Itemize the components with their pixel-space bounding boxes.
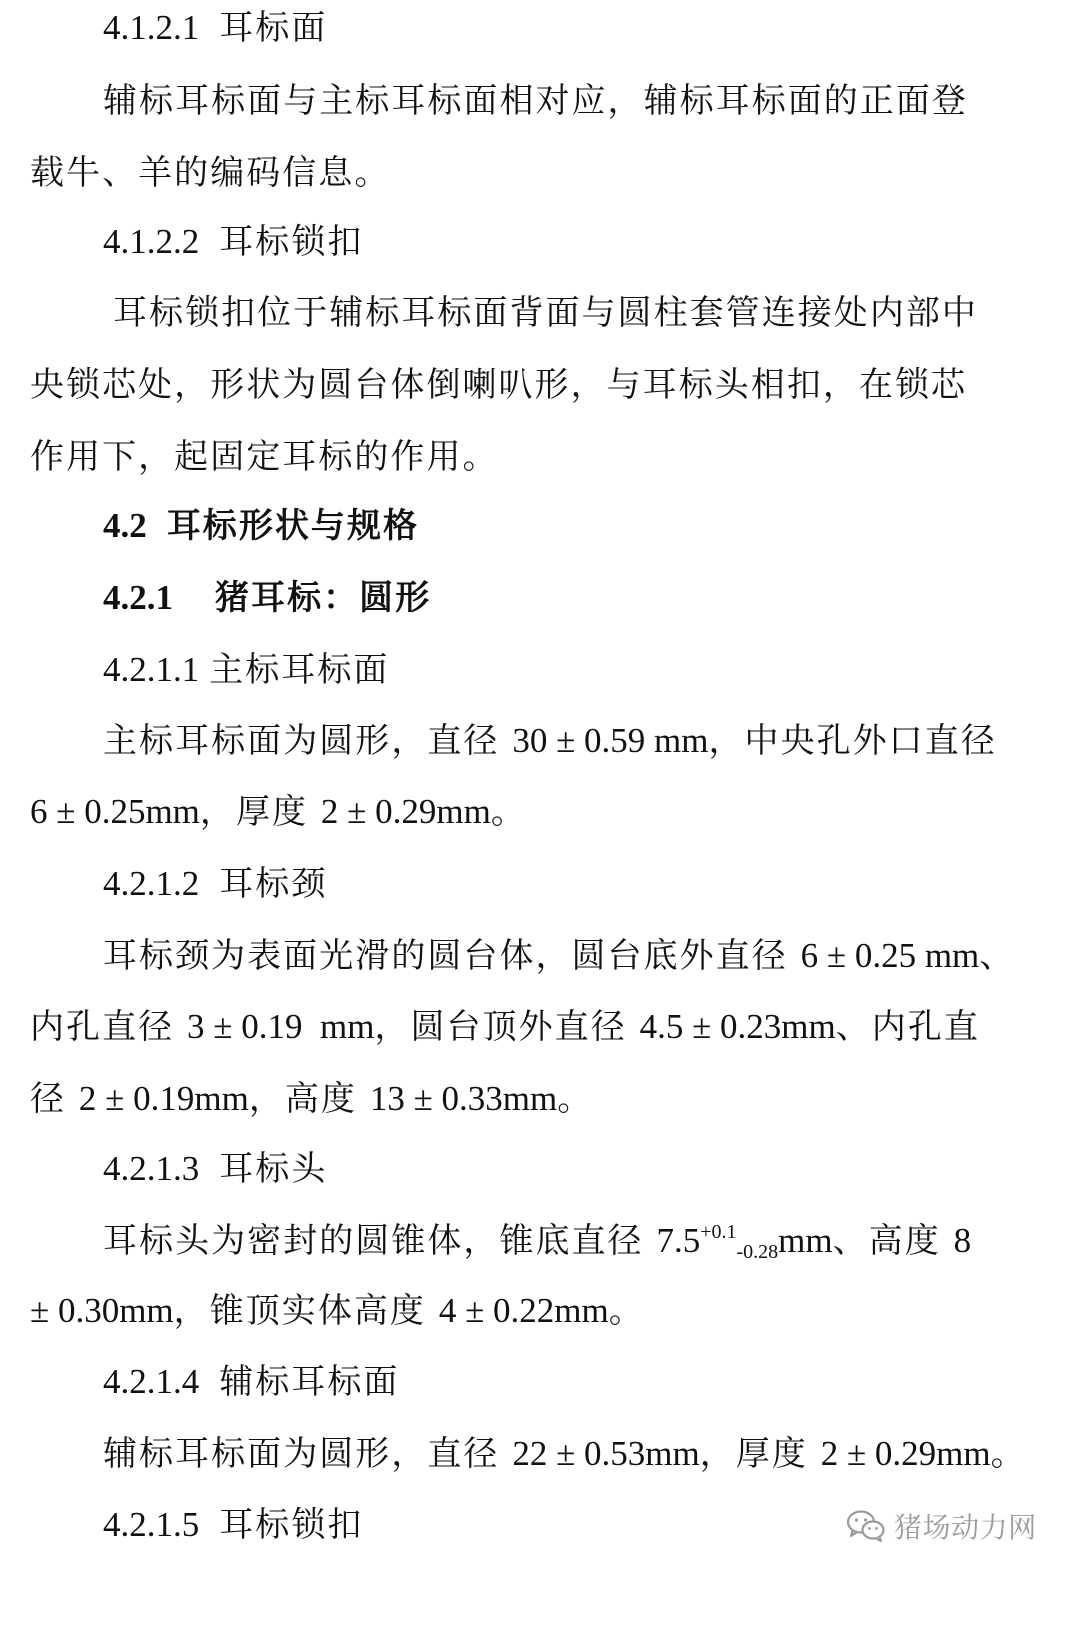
text-run: 耳标头为密封的圆锥体，锥底直径 [103,1221,644,1261]
section-number: 4.2.1.5 [103,1505,200,1544]
section-number: 4.2.1.3 [103,1149,200,1188]
text-run: 、内孔直 [835,1007,980,1047]
heading-4-1-2-1 [103,8,327,48]
text-run: ，圆台顶外直径 [374,1007,627,1047]
heading-4-2-1-4 [103,1362,399,1402]
measurement: 2 ± 0.29mm [320,792,491,831]
text-run: 。 [990,1434,1027,1474]
wechat-icon [846,1509,886,1543]
paragraph-line [103,936,1015,976]
section-title: 耳标锁扣 [219,222,364,262]
section-title: 耳标形状与规格 [166,506,420,546]
text-run: 、高度 [832,1221,941,1261]
measurement: 2 ± 0.29mm [820,1434,991,1473]
text-run: 内孔直径 [30,1007,175,1047]
paragraph-line [103,721,997,761]
text-run: ，厚度 [199,792,309,832]
text-run: ，锥顶实体高度 [173,1291,426,1331]
section-title: 主标耳标面 [209,650,390,690]
paragraph-line: 作用下，起固定耳标的作用。 [30,437,499,477]
text-run: 主标耳标面为圆形，直径 [103,721,500,761]
heading-4-2-1-5 [103,1505,363,1545]
paragraph-line [30,1291,645,1331]
paragraph-line [103,1434,1027,1474]
section-number: 4.2.1.4 [103,1362,200,1401]
heading-4-2-1-1 [103,650,389,690]
paragraph-line: 载牛、羊的编码信息。 [30,153,391,193]
text-run: ，厚度 [699,1434,808,1474]
text-run: 辅标耳标面为圆形，直径 [103,1434,500,1474]
text-run: 径 [30,1079,67,1119]
heading-4-2 [103,506,419,546]
section-title: 耳标锁扣 [219,1505,364,1545]
section-number: 4.1.2.2 [103,222,200,261]
measurement: 7.5 [656,1221,701,1260]
text-run: ，中央孔外口直径 [708,721,997,761]
section-number: 4.2.1 [103,578,173,617]
text-run: ，高度 [248,1079,357,1119]
section-number: 4.2 [103,506,147,545]
measurement: 3 ± 0.19 mm [187,1007,375,1046]
measurement: 6 ± 0.25 mm [800,936,980,975]
measurement: ± 0.30mm [30,1291,174,1330]
section-title: 耳标面 [219,8,328,48]
text-run: 。 [557,1079,594,1119]
measurement: 13 ± 0.33mm [369,1079,558,1118]
section-number: 4.2.1.2 [103,864,200,903]
section-title: 辅标耳标面 [219,1362,400,1402]
section-title: 猪耳标：圆形 [215,578,432,618]
measurement: 4 ± 0.22mm [438,1291,609,1330]
unit: mm [778,1221,833,1260]
paragraph-line [30,1007,980,1047]
measurement: 30 ± 0.59 mm [512,721,709,760]
paragraph-line [30,792,527,832]
heading-4-2-1-2 [103,864,327,904]
section-number: 4.2.1.1 [103,650,200,689]
heading-4-1-2-2 [103,222,363,262]
text-run: 、 [979,936,1016,976]
measurement: 2 ± 0.19mm [78,1079,249,1118]
tolerance-upper: +0.1 [700,1221,737,1243]
tolerance-lower: -0.28 [736,1241,779,1263]
measurement: 8 [953,1221,972,1260]
paragraph-line: 辅标耳标面与主标耳标面相对应，辅标耳标面的正面登 [103,81,968,121]
heading-4-2-1 [103,578,431,618]
measurement: 4.5 ± 0.23mm [639,1007,836,1046]
measurement: 22 ± 0.53mm [512,1434,700,1473]
text-run: 。 [608,1291,645,1331]
section-title: 耳标颈 [219,864,328,904]
paragraph-line: 央锁芯处，形状为圆台体倒喇叭形，与耳标头相扣，在锁芯 [30,365,968,405]
paragraph-line [103,1221,971,1261]
text-run: 。 [490,792,527,832]
text-run: 耳标颈为表面光滑的圆台体，圆台底外直径 [103,936,788,976]
paragraph-line: 耳标锁扣位于辅标耳标面背面与圆柱套管连接处内部中 [113,293,978,333]
measurement: 6 ± 0.25mm [30,792,200,831]
watermark-text: 猪场动力网 [894,1511,1037,1544]
section-title: 耳标头 [219,1149,328,1189]
section-number: 4.1.2.1 [103,8,200,47]
watermark [846,1506,1037,1546]
paragraph-line [30,1079,593,1119]
heading-4-2-1-3 [103,1149,327,1189]
